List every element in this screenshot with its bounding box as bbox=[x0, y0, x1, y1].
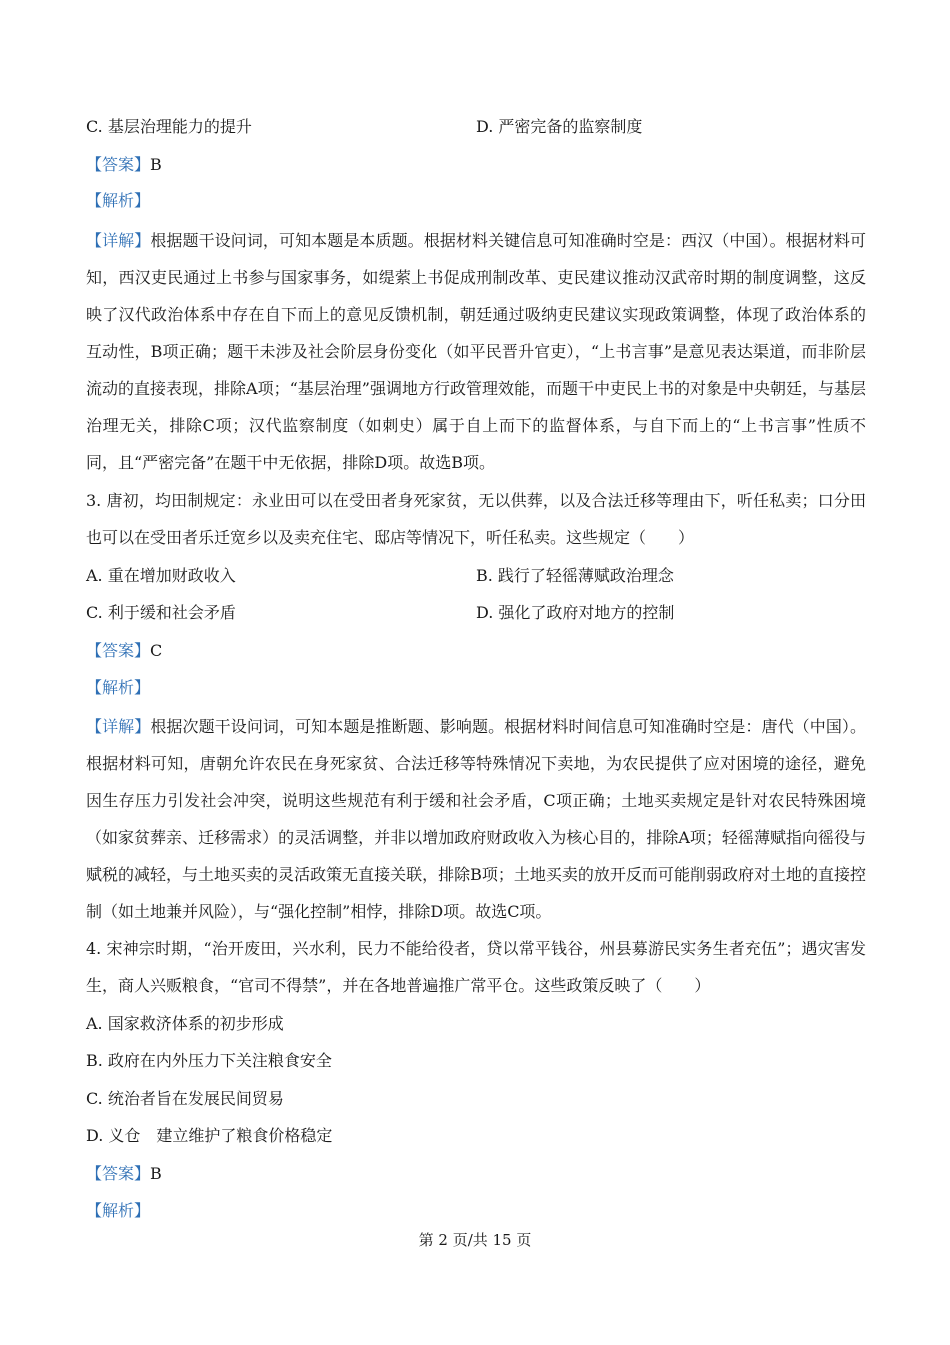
q4-option-a: A. 国家救济体系的初步形成 bbox=[86, 1014, 284, 1033]
q4-stem: 4. 宋神宗时期，“治开废田，兴水利，民力不能给役者，贷以常平钱谷，州县募游民实务生者充伍”；遇灾害发生，商人兴贩粮食，“官司不得禁”，并在各地普遍推广常平仓。这些政策反映了（ ） bbox=[86, 939, 866, 995]
answer-value: C bbox=[150, 641, 163, 660]
answer-tag: 【答案】 bbox=[86, 1164, 151, 1183]
q3-option-d: D. 强化了政府对地方的控制 bbox=[476, 603, 675, 622]
q2-detail-paragraph bbox=[86, 222, 866, 481]
q2-option-d: D. 严密完备的监察制度 bbox=[476, 117, 643, 136]
answer-tag: 【答案】 bbox=[86, 641, 151, 660]
q3-detail-paragraph bbox=[86, 708, 866, 930]
answer-value: B bbox=[150, 155, 162, 174]
page-footer: 第 2 页/共 15 页 bbox=[418, 1231, 532, 1249]
q2-answer bbox=[86, 155, 162, 175]
q3-analysis-tag: 【解析】 bbox=[86, 678, 151, 697]
q4-analysis-tag: 【解析】 bbox=[86, 1201, 151, 1220]
detail-text: 根据次题干设问词，可知本题是推断题、影响题。根据材料时间信息可知准确时空是：唐代（中国）。根据材料可知，唐朝允许农民在身死家贫、合法迁移等特殊情况下卖地，为农民提供了应对困境的途径，避免因生存压力引发社会冲突，说明这些规范有利于缓和社会矛盾，C项正确；土地买卖规定是针对农民特殊困境（如家贫葬亲、迁移需求）的灵活调整，并非以增加政府财政收入为核心目的，排除A项；轻徭薄赋指向徭役与赋税的减轻，与土地买卖的灵活政策无直接关联，排除B项；土地买卖的放开反而可能削弱政府对土地的直接控制（如土地兼并风险），与“强化控制”相悖，排除D项。故选C项。 bbox=[86, 717, 866, 921]
answer-tag: 【答案】 bbox=[86, 155, 151, 174]
q3-stem: 3. 唐初，均田制规定：永业田可以在受田者身死家贫，无以供葬，以及合法迁移等理由下，听任私卖；口分田也可以在受田者乐迁宽乡以及卖充住宅、邸店等情况下，听任私卖。这些规定（ ） bbox=[86, 491, 866, 547]
q3-option-c: C. 利于缓和社会矛盾 bbox=[86, 603, 236, 622]
q4-option-b: B. 政府在内外压力下关注粮食安全 bbox=[86, 1051, 332, 1070]
q3-answer bbox=[86, 641, 162, 661]
q4-option-c: C. 统治者旨在发展民间贸易 bbox=[86, 1089, 284, 1108]
q4-option-d: D. 义仓 建立维护了粮食价格稳定 bbox=[86, 1126, 333, 1145]
q4-answer bbox=[86, 1164, 162, 1184]
detail-text: 根据题干设问词，可知本题是本质题。根据材料关键信息可知准确时空是：西汉（中国）。根据材料可知，西汉吏民通过上书参与国家事务，如缇萦上书促成刑制改革、吏民建议推动汉武帝时期的制度调整，这反映了汉代政治体系中存在自下而上的意见反馈机制，朝廷通过吸纳吏民建议实现政策调整，体现了政治体系的互动性，B项正确；题干未涉及社会阶层身份变化（如平民晋升官吏），“上书言事”是意见表达渠道，而非阶层流动的直接表现，排除A项；“基层治理”强调地方行政管理效能，而题干中吏民上书的对象是中央朝廷，与基层治理无关，排除C项；汉代监察制度（如刺史）属于自上而下的监督体系，与自下而上的“上书言事”性质不同，且“严密完备”在题干中无依据，排除D项。故选B项。 bbox=[86, 231, 866, 472]
detail-tag: 【详解】 bbox=[86, 717, 151, 736]
q3-option-a: A. 重在增加财政收入 bbox=[86, 566, 236, 585]
answer-value: B bbox=[150, 1164, 162, 1183]
q3-option-b: B. 践行了轻徭薄赋政治理念 bbox=[476, 566, 674, 585]
q2-analysis-tag: 【解析】 bbox=[86, 191, 151, 210]
q2-option-c: C. 基层治理能力的提升 bbox=[86, 117, 252, 136]
detail-tag: 【详解】 bbox=[86, 231, 151, 250]
